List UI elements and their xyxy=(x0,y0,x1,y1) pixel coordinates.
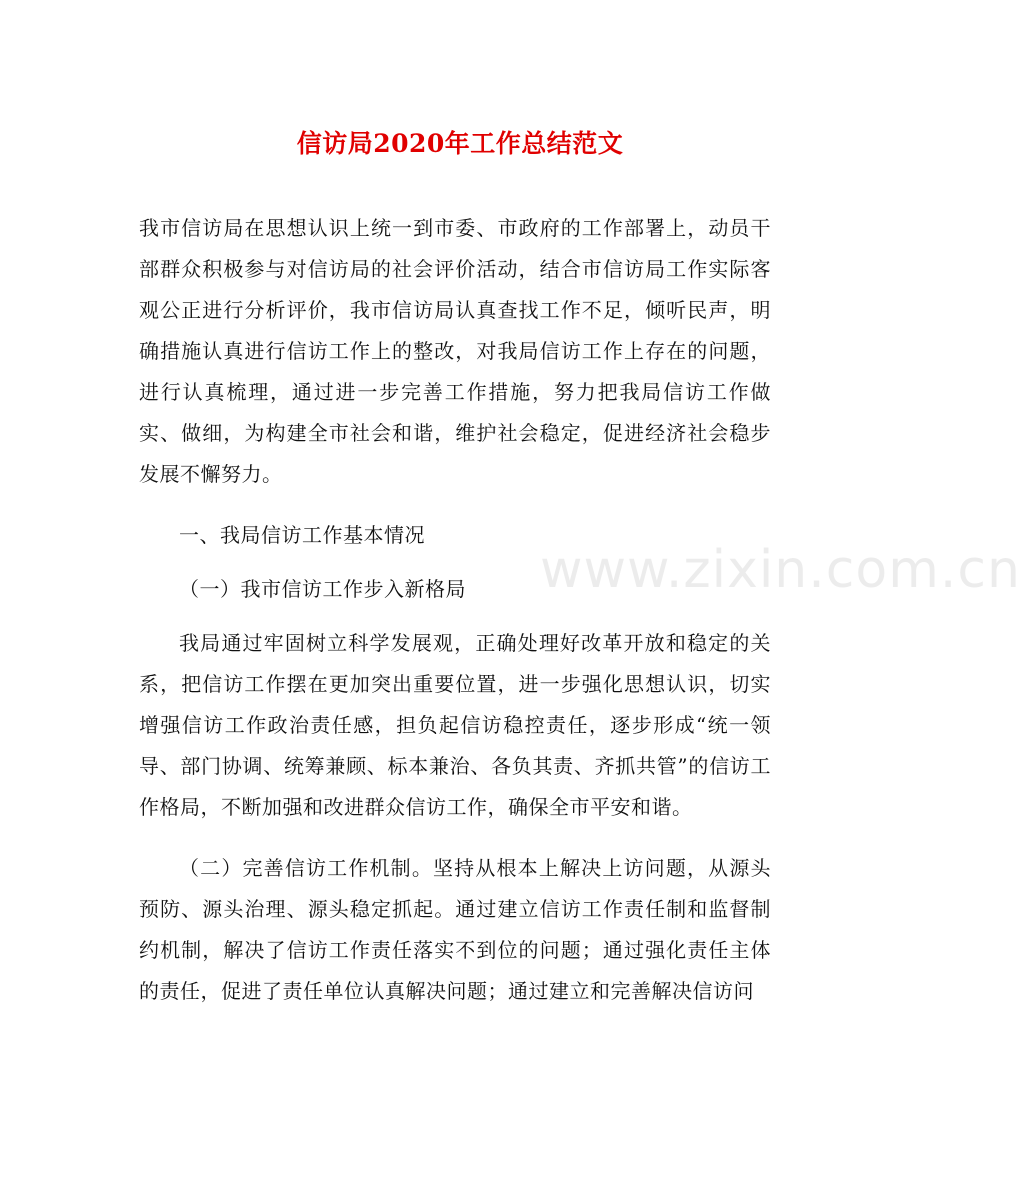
section-heading-1: 一、我局信访工作基本情况 xyxy=(179,523,425,547)
document-title: 信访局2020年工作总结范文 xyxy=(296,129,624,158)
subsection-heading-1: （一）我市信访工作步入新格局 xyxy=(179,577,466,601)
body-paragraph-1: 我局通过牢固树立科学发展观，正确处理好改革开放和稳定的关系，把信访工作摆在更加突出重要位置，进一步强化思想认识，切实增强信访工作政治责任感，担负起信访稳控责任，逐步形成“统一领导、部门协调、统筹兼顾、标本兼治、各负其责、齐抓共管”的信访工作格局，不断加强和改进群众信访工作，确保全市平安和谐。 xyxy=(139,631,771,819)
document-body xyxy=(139,208,771,1032)
intro-paragraph: 我市信访局在思想认识上统一到市委、市政府的工作部署上，动员干部群众积极参与对信访局的社会评价活动，结合市信访局工作实际客观公正进行分析评价，我市信访局认真查找工作不足，倾听民声，明确措施认真进行信访工作上的整改，对我局信访工作上存在的问题，进行认真梳理，通过进一步完善工作措施，努力把我局信访工作做实、做细，为构建全市社会和谐，维护社会稳定，促进经济社会稳步发展不懈努力。 xyxy=(139,216,771,486)
watermark: www.zixin.com.cn xyxy=(540,540,1021,600)
body-paragraph-2: （二）完善信访工作机制。坚持从根本上解决上访问题，从源头预防、源头治理、源头稳定抓起。通过建立信访工作责任制和监督制约机制，解决了信访工作责任落实不到位的问题；通过强化责任主体的责任，促进了责任单位认真解决问题；通过建立和完善解决信访问 xyxy=(139,856,771,1003)
